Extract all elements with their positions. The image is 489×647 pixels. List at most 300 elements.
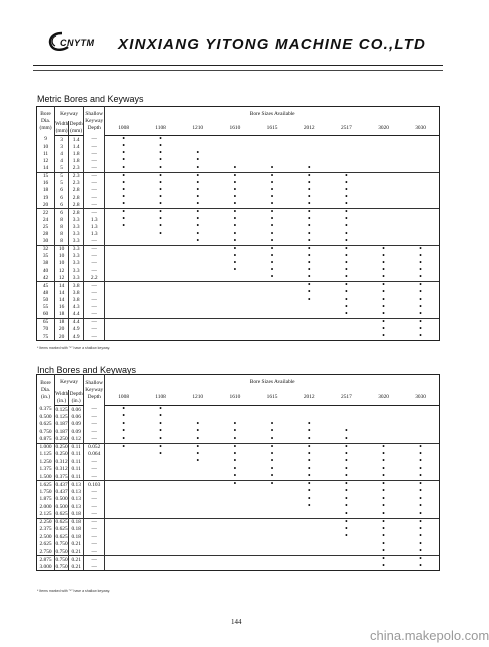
width-value: 0.625 (55, 519, 68, 525)
availability-cell (142, 466, 179, 474)
bore-value: 65 (37, 318, 55, 326)
availability-cell (142, 311, 179, 319)
availability-cell (328, 556, 365, 564)
availability-dot-icon: • (233, 463, 237, 473)
availability-cell (179, 541, 216, 549)
availability-cell (291, 526, 328, 534)
availability-cell (142, 511, 179, 519)
page-number: 144 (231, 618, 242, 626)
table-row (37, 304, 440, 311)
availability-cell (291, 541, 328, 549)
availability-cell (105, 563, 142, 571)
availability-dot-icon: • (196, 433, 200, 443)
availability-dot-icon: • (233, 228, 237, 238)
table-row (37, 451, 440, 459)
bore-value: 1.125 (37, 451, 55, 459)
availability-dot-icon: • (196, 441, 200, 451)
width-value: 0.250 (55, 436, 68, 442)
availability-dot-icon: • (345, 441, 348, 451)
size-header-1210: 1210 (179, 121, 216, 136)
width-value: 8 (55, 223, 69, 230)
width-value: 0.750 (55, 556, 68, 563)
depth-value: 0.21 (69, 548, 84, 556)
availability-dot-icon: • (196, 162, 200, 172)
availability-cell (142, 238, 179, 246)
shallow-depth-value: — (84, 428, 105, 436)
table-row (37, 274, 440, 282)
availability-dot-icon: • (307, 433, 311, 443)
availability-cell (216, 289, 253, 296)
availability-cell (402, 231, 439, 238)
availability-cell (365, 428, 402, 436)
availability-dot-icon: • (270, 207, 274, 217)
availability-cell (142, 496, 179, 504)
availability-cell (291, 503, 328, 511)
page-header (0, 0, 476, 80)
availability-cell (216, 267, 253, 274)
table-row (37, 466, 440, 474)
width-value: 8 (55, 231, 69, 238)
table-row (37, 326, 440, 333)
availability-cell (291, 296, 328, 303)
availability-dot-icon: • (307, 463, 311, 473)
availability-dot-icon: • (345, 272, 348, 282)
availability-dot-icon: • (307, 184, 311, 194)
metric-bores-table (36, 106, 440, 341)
table-row (37, 231, 440, 238)
availability-dot-icon: • (419, 287, 422, 297)
availability-cell (105, 473, 142, 481)
availability-dot-icon: • (345, 456, 348, 466)
table-row (37, 238, 440, 246)
availability-cell (328, 533, 365, 541)
company-name: XINXIANG YITONG MACHINE CO.,LTD (118, 36, 427, 53)
availability-cell (179, 548, 216, 556)
availability-cell (402, 150, 439, 157)
availability-cell (402, 143, 439, 150)
availability-cell (402, 201, 439, 209)
availability-dot-icon: • (382, 471, 385, 480)
availability-cell (105, 296, 142, 303)
availability-dot-icon: • (122, 170, 126, 180)
availability-dot-icon: • (233, 243, 237, 253)
depth-value: 0.21 (69, 563, 84, 571)
availability-dot-icon: • (345, 508, 348, 518)
availability-cell (291, 556, 328, 564)
availability-dot-icon: • (419, 493, 422, 503)
availability-dot-icon: • (345, 280, 348, 290)
logo-text: CNYTM (60, 38, 95, 48)
availability-dot-icon: • (122, 199, 126, 209)
width-value: 10 (55, 253, 69, 260)
availability-dot-icon: • (307, 214, 311, 224)
depth-value: 0.11 (69, 473, 84, 481)
availability-cell (253, 150, 290, 157)
availability-dot-icon: • (345, 426, 348, 436)
shallow-depth-value: 0.052 (84, 443, 105, 451)
shallow-depth-value: — (84, 253, 105, 260)
shallow-depth-value: — (84, 406, 105, 414)
availability-dot-icon: • (307, 486, 311, 496)
availability-dot-icon: • (270, 221, 274, 231)
availability-dot-icon: • (345, 257, 348, 267)
availability-cell (253, 503, 290, 511)
availability-dot-icon: • (382, 531, 385, 541)
availability-cell (142, 253, 179, 260)
availability-dot-icon: • (196, 170, 200, 180)
availability-cell (402, 223, 439, 230)
size-header-3030: 3030 (402, 121, 439, 136)
shallow-depth-value: — (84, 541, 105, 549)
availability-cell (365, 157, 402, 164)
availability-cell (105, 481, 142, 489)
size-header-1108: 1108 (142, 390, 179, 406)
availability-dot-icon: • (270, 235, 274, 245)
width-value: 12 (55, 274, 69, 282)
depth-value: 0.18 (69, 533, 84, 541)
shallow-depth-value: 1.3 (84, 223, 105, 230)
availability-cell (179, 267, 216, 274)
availability-dot-icon: • (122, 411, 126, 421)
depth-value: 0.06 (69, 406, 84, 414)
availability-dot-icon: • (419, 463, 422, 473)
availability-cell (179, 511, 216, 519)
availability-dot-icon: • (345, 531, 348, 541)
availability-dot-icon: • (270, 228, 274, 238)
availability-dot-icon: • (233, 257, 237, 267)
availability-cell (253, 296, 290, 303)
availability-cell (291, 548, 328, 556)
metric-footnote: * Items marked with "*" have a shallow keyway. (37, 346, 111, 350)
availability-dot-icon: • (233, 207, 237, 217)
depth-value: 0.18 (69, 511, 84, 519)
bore-value: 2.375 (37, 526, 55, 534)
table-row (37, 488, 440, 496)
availability-cell (105, 466, 142, 474)
availability-cell (216, 556, 253, 564)
availability-dot-icon: • (307, 441, 311, 451)
availability-cell (179, 274, 216, 282)
depth-value: 0.12 (69, 436, 84, 444)
availability-dot-icon: • (233, 214, 237, 224)
availability-dot-icon: • (270, 471, 274, 480)
bore-value: 19 (37, 194, 55, 201)
availability-cell (216, 541, 253, 549)
availability-cell (291, 326, 328, 333)
keyway-width-header: Width (in.) (55, 390, 69, 404)
availability-cell (105, 231, 142, 238)
shallow-depth-value: — (84, 157, 105, 164)
availability-cell (105, 541, 142, 549)
availability-cell (105, 304, 142, 311)
availability-dot-icon: • (233, 162, 237, 172)
availability-dot-icon: • (419, 441, 422, 451)
availability-dot-icon: • (307, 257, 311, 267)
shallow-depth-value: — (84, 503, 105, 511)
shallow-depth-value: — (84, 296, 105, 303)
availability-cell (216, 406, 253, 414)
shallow-depth-value: 1.3 (84, 231, 105, 238)
availability-dot-icon: • (419, 323, 422, 333)
width-value: 0.625 (55, 511, 68, 517)
depth-value: 3.8 (69, 289, 84, 296)
bore-value: 0.750 (37, 428, 55, 436)
availability-dot-icon: • (419, 501, 422, 511)
width-value: 0.750 (55, 541, 68, 548)
availability-dot-icon: • (196, 456, 200, 466)
availability-cell (216, 274, 253, 282)
availability-dot-icon: • (382, 486, 385, 496)
size-header-1610: 1610 (216, 390, 253, 406)
availability-dot-icon: • (233, 448, 237, 458)
availability-cell (179, 488, 216, 496)
bore-value: 14 (37, 165, 55, 173)
shallow-depth-value: — (84, 548, 105, 556)
availability-cell (291, 533, 328, 541)
availability-cell (291, 333, 328, 341)
availability-dot-icon: • (196, 199, 200, 209)
availability-cell (291, 311, 328, 319)
bore-value: 38 (37, 260, 55, 267)
availability-dot-icon: • (382, 456, 385, 466)
availability-dot-icon: • (345, 308, 348, 318)
shallow-depth-value: — (84, 165, 105, 173)
depth-value: 0.13 (69, 503, 84, 511)
availability-dot-icon: • (196, 228, 200, 238)
availability-dot-icon: • (270, 426, 274, 436)
availability-cell (216, 563, 253, 571)
bore-value: 2.500 (37, 533, 55, 541)
availability-dot-icon: • (159, 162, 162, 172)
availability-cell (142, 274, 179, 282)
availability-cell (179, 245, 216, 253)
availability-cell (253, 511, 290, 519)
table-row (37, 157, 440, 164)
availability-dot-icon: • (419, 308, 422, 318)
availability-cell (365, 201, 402, 209)
availability-dot-icon: • (307, 228, 311, 238)
depth-value: 3.3 (69, 260, 84, 267)
availability-cell (105, 274, 142, 282)
shallow-depth-value: — (84, 466, 105, 474)
availability-dot-icon: • (419, 508, 422, 518)
availability-cell (328, 308, 365, 319)
availability-dot-icon: • (270, 448, 274, 458)
availability-cell (216, 333, 253, 341)
availability-dot-icon: • (382, 301, 385, 311)
availability-cell (179, 496, 216, 504)
shallow-depth-value: 1.3 (84, 216, 105, 223)
shallow-depth-value: 0.103 (84, 481, 105, 489)
shallow-depth-value: — (84, 209, 105, 217)
availability-cell (142, 548, 179, 556)
table-row (37, 150, 440, 157)
availability-cell (142, 228, 179, 238)
availability-dot-icon: • (196, 418, 200, 428)
availability-dot-icon: • (233, 456, 237, 466)
availability-dot-icon: • (159, 199, 162, 209)
width-value: 5 (55, 165, 69, 173)
availability-cell (216, 318, 253, 326)
bore-value: 1.000 (37, 443, 55, 451)
size-header-2012: 2012 (291, 390, 328, 406)
shallow-depth-value: — (84, 526, 105, 534)
size-header-1615: 1615 (253, 121, 290, 136)
bore-value: 40 (37, 267, 55, 274)
availability-cell (142, 458, 179, 466)
depth-value: 2.8 (69, 194, 84, 201)
depth-value: 1.4 (69, 136, 84, 144)
availability-cell (142, 267, 179, 274)
availability-cell (365, 333, 402, 341)
availability-dot-icon: • (233, 170, 237, 180)
bore-value: 24 (37, 216, 55, 223)
width-value: 4 (55, 157, 69, 164)
table-row (37, 311, 440, 319)
shallow-keyway-header: Shallow Keyway Depth (84, 107, 105, 136)
availability-cell (216, 518, 253, 526)
bore-value: 18 (37, 187, 55, 194)
bore-value: 0.375 (37, 406, 55, 414)
table-row (37, 165, 440, 173)
shallow-depth-value: — (84, 518, 105, 526)
width-value: 18 (55, 318, 69, 326)
availability-dot-icon: • (233, 184, 237, 194)
availability-dot-icon: • (122, 214, 126, 224)
shallow-depth-value: 0.064 (84, 451, 105, 459)
bore-value: 75 (37, 333, 55, 341)
table-row (37, 473, 440, 481)
availability-cell (105, 238, 142, 246)
bore-value: 32 (37, 245, 55, 253)
availability-cell (253, 556, 290, 564)
availability-cell (291, 136, 328, 144)
shallow-depth-value: — (84, 304, 105, 311)
width-value: 0.125 (55, 406, 68, 413)
availability-dot-icon: • (345, 523, 348, 533)
availability-cell (179, 473, 216, 481)
width-value: 12 (55, 267, 69, 274)
shallow-depth-value: — (84, 563, 105, 571)
depth-value: 2.8 (69, 187, 84, 194)
availability-cell (291, 150, 328, 157)
size-header-3020: 3020 (365, 121, 402, 136)
availability-dot-icon: • (122, 426, 126, 436)
availability-cell (291, 518, 328, 526)
availability-dot-icon: • (159, 141, 162, 151)
availability-cell (402, 333, 439, 341)
availability-dot-icon: • (419, 538, 422, 548)
availability-cell (142, 541, 179, 549)
depth-value: 2.3 (69, 172, 84, 180)
availability-cell (142, 304, 179, 311)
availability-dot-icon: • (345, 199, 348, 209)
availability-dot-icon: • (419, 294, 422, 304)
availability-dot-icon: • (233, 418, 237, 428)
availability-cell (179, 326, 216, 333)
availability-dot-icon: • (345, 250, 348, 260)
watermark: china.makepolo.com (370, 628, 489, 643)
width-value: 6 (55, 209, 69, 217)
availability-cell (253, 541, 290, 549)
availability-dot-icon: • (307, 493, 311, 503)
bore-value: 50 (37, 296, 55, 303)
availability-dot-icon: • (419, 243, 422, 253)
table-row (37, 282, 440, 290)
inch-footnote: * Items marked with "*" have a shallow keyway. (37, 589, 111, 593)
table-row (37, 201, 440, 209)
availability-cell (402, 428, 439, 436)
availability-dot-icon: • (122, 177, 126, 187)
width-value: 0.187 (55, 428, 68, 435)
depth-value: 3.3 (69, 223, 84, 230)
availability-dot-icon: • (345, 448, 348, 458)
availability-cell (328, 143, 365, 150)
availability-dot-icon: • (382, 479, 385, 488)
depth-value: 0.18 (69, 518, 84, 526)
width-value: 10 (55, 245, 69, 253)
width-value: 5 (55, 172, 69, 180)
bore-value: 25 (37, 223, 55, 230)
table-row (37, 563, 440, 571)
availability-dot-icon: • (419, 316, 422, 326)
availability-dot-icon: • (419, 561, 422, 570)
metric-section-title: Metric Bores and Keyways (37, 94, 144, 104)
availability-dot-icon: • (307, 471, 311, 480)
size-header-1210: 1210 (179, 390, 216, 406)
availability-dot-icon: • (122, 192, 126, 202)
size-header-3030: 3030 (402, 390, 439, 406)
width-value: 14 (55, 282, 69, 290)
availability-cell (179, 235, 216, 246)
availability-dot-icon: • (419, 265, 422, 275)
table-row (37, 267, 440, 274)
availability-cell (105, 318, 142, 326)
bore-value: 70 (37, 326, 55, 333)
availability-dot-icon: • (196, 148, 200, 158)
availability-dot-icon: • (382, 257, 385, 267)
depth-value: 3.8 (69, 296, 84, 303)
bore-value: 3.000 (37, 563, 55, 571)
availability-cell (105, 267, 142, 274)
bore-value: 1.625 (37, 481, 55, 489)
depth-value: 3.3 (69, 253, 84, 260)
availability-dot-icon: • (122, 404, 126, 413)
depth-value: 4.3 (69, 304, 84, 311)
width-value: 3 (55, 143, 69, 150)
availability-cell (216, 296, 253, 303)
availability-cell (216, 503, 253, 511)
availability-cell (291, 304, 328, 311)
shallow-depth-value: — (84, 511, 105, 519)
depth-value: 0.11 (69, 451, 84, 459)
width-value: 8 (55, 216, 69, 223)
bore-value: 11 (37, 150, 55, 157)
availability-cell (105, 311, 142, 319)
availability-cell (402, 209, 439, 217)
table-row (37, 136, 440, 144)
width-value: 16 (55, 304, 69, 311)
availability-dot-icon: • (382, 546, 385, 555)
availability-dot-icon: • (307, 177, 311, 187)
availability-dot-icon: • (307, 199, 311, 209)
availability-cell (105, 223, 142, 230)
availability-cell (105, 458, 142, 466)
table-row (37, 443, 440, 451)
availability-cell (291, 563, 328, 571)
availability-dot-icon: • (307, 479, 311, 488)
availability-dot-icon: • (419, 523, 422, 533)
